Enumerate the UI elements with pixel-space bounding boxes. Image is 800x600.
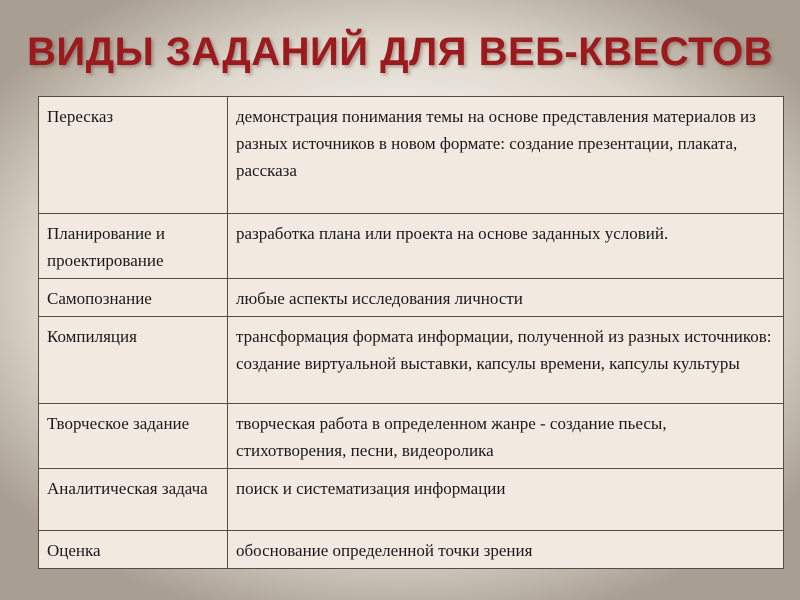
- task-type-cell: Компиляция: [39, 317, 228, 404]
- task-description-cell: поиск и систематизация информации: [228, 469, 784, 531]
- task-description-cell: демонстрация понимания темы на основе представления материалов из разных источников в новом формате: создание презентации, плаката, рассказа: [228, 97, 784, 214]
- task-description-cell: любые аспекты исследования личности: [228, 279, 784, 317]
- task-description-cell: разработка плана или проекта на основе заданных условий.: [228, 214, 784, 279]
- task-types-table: [38, 96, 784, 569]
- table-row: [39, 404, 784, 469]
- task-type-cell: Самопознание: [39, 279, 228, 317]
- task-type-cell: Творческое задание: [39, 404, 228, 469]
- task-type-cell: Аналитическая задача: [39, 469, 228, 531]
- task-description-cell: творческая работа в определенном жанре - создание пьесы, стихотворения, песни, видеоролика: [228, 404, 784, 469]
- table-row: [39, 317, 784, 404]
- table-row: [39, 469, 784, 531]
- table-row: [39, 279, 784, 317]
- table-row: [39, 97, 784, 214]
- slide-title: ВИДЫ ЗАДАНИЙ ДЛЯ ВЕБ-КВЕСТОВ: [26, 30, 774, 74]
- task-type-cell: Планирование и проектирование: [39, 214, 228, 279]
- task-type-cell: Оценка: [39, 531, 228, 569]
- table-row: [39, 531, 784, 569]
- task-description-cell: трансформация формата информации, полученной из разных источников: создание виртуальной выставки, капсулы времени, капсулы культуры: [228, 317, 784, 404]
- task-type-cell: Пересказ: [39, 97, 228, 214]
- task-description-cell: обоснование определенной точки зрения: [228, 531, 784, 569]
- table-row: [39, 214, 784, 279]
